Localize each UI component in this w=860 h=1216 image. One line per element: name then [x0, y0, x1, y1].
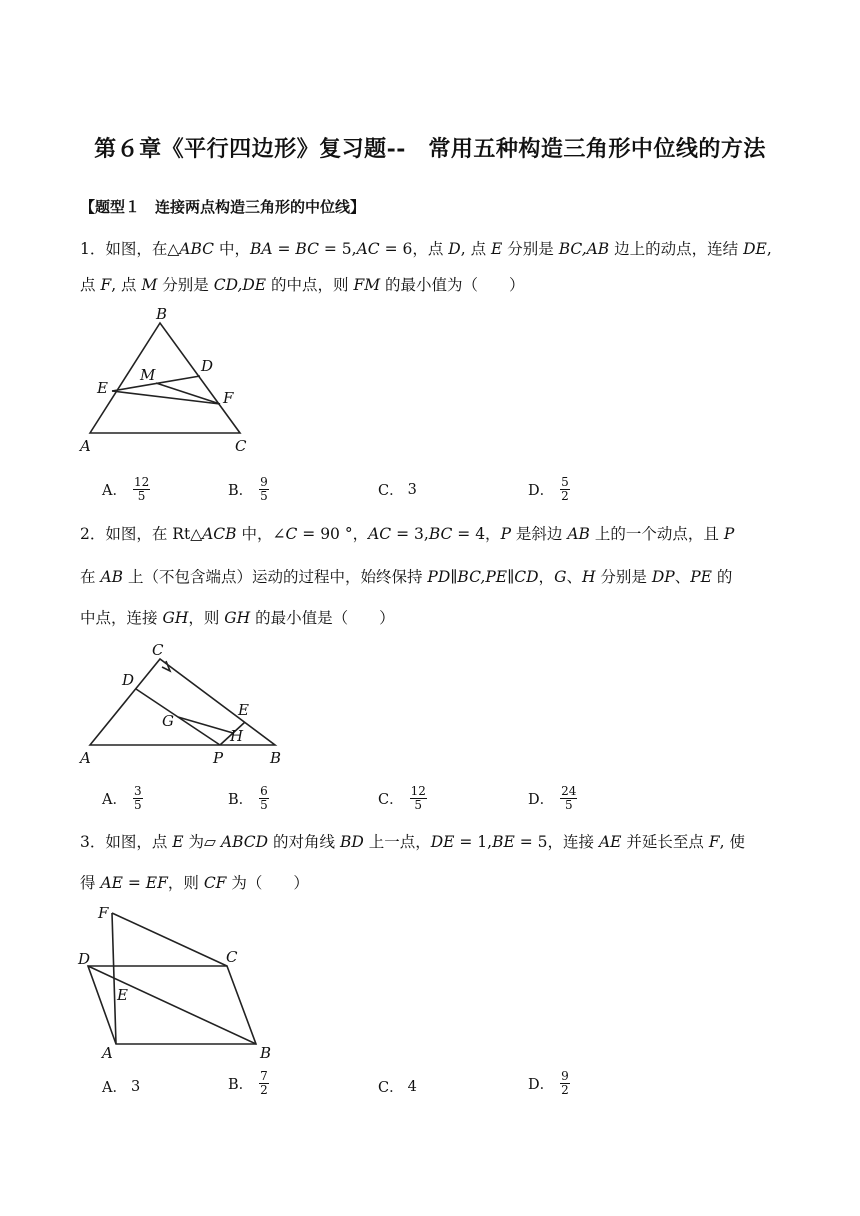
q2-label-h: H	[230, 727, 244, 745]
q1-label-f: F	[223, 389, 234, 407]
q3-option-a: A． 3	[102, 1078, 141, 1096]
q2-segment-gh	[178, 717, 233, 733]
q2-option-a: A． $\frac{3}{5}$	[102, 784, 142, 812]
q2-option-b: B． $\frac{6}{5}$	[228, 784, 268, 812]
q1-label-a: A	[80, 437, 91, 455]
q3-label-e: E	[117, 986, 128, 1004]
q2-label-e: E	[238, 701, 249, 719]
q2-label-c: C	[152, 641, 164, 659]
q3-figure	[70, 900, 290, 1060]
q2-text-line3: 中点，连接 GH，则 GH 的最小值是（ ）	[80, 609, 395, 627]
q3-option-c: C． 4	[378, 1078, 417, 1096]
q1-label-d: D	[201, 357, 214, 375]
q1-text-line1: 1．如图，在△ABC 中，BA = BC = 5,AC = 6，点 D, 点 E 分别是 BC,AB 边上的动点，连结 DE,	[80, 240, 772, 258]
q3-label-f: F	[98, 904, 109, 922]
q2-label-b: B	[270, 749, 282, 767]
q3-label-a: A	[102, 1044, 113, 1060]
q2-label-p: P	[213, 749, 224, 767]
q2-label-g: G	[162, 712, 174, 730]
q1-option-d: D． $\frac{5}{2}$	[528, 475, 569, 503]
q3-segment-fc	[112, 913, 227, 966]
page-title: 第６章《平行四边形》复习题-- 常用五种构造三角形中位线的方法	[94, 136, 766, 162]
q1-figure	[70, 305, 270, 460]
q1-label-e: E	[97, 379, 108, 397]
q1-triangle-abc	[90, 323, 240, 433]
q2-right-angle-mark	[162, 661, 170, 671]
q1-option-b: B． $\frac{9}{5}$	[228, 475, 268, 503]
q3-label-d: D	[78, 950, 91, 968]
q2-figure	[70, 637, 290, 772]
q3-option-b: B． $\frac{7}{2}$	[228, 1069, 268, 1097]
q3-label-c: C	[226, 948, 238, 966]
q2-option-c: C． $\frac{12}{5}$	[378, 784, 426, 812]
q2-option-d: D． $\frac{24}{5}$	[528, 784, 577, 812]
q2-label-d: D	[122, 671, 135, 689]
q1-option-c: C． 3	[378, 481, 417, 499]
q3-text-line1: 3．如图，点 E 为▱ ABCD 的对角线 BD 上一点，DE = 1,BE = 5，连接 AE 并延长至点 F, 使	[80, 833, 745, 851]
q1-segment-ef	[112, 391, 220, 404]
q2-text-line2: 在 AB 上（不包含端点）运动的过程中，始终保持 PD∥BC,PE∥CD，G、H 分别是 DP、PE 的	[80, 568, 733, 586]
q2-label-a: A	[80, 749, 91, 767]
q3-option-d: D． $\frac{9}{2}$	[528, 1069, 569, 1097]
q3-text-line2: 得 AE = EF，则 CF 为（ ）	[80, 874, 309, 892]
q1-label-c: C	[235, 437, 247, 455]
q1-option-a: A． $\frac{12}{5}$	[102, 475, 150, 503]
q1-text-line2: 点 F, 点 M 分别是 CD,DE 的中点，则 FM 的最小值为（ ）	[80, 276, 525, 294]
q1-label-b: B	[156, 305, 168, 323]
q1-label-m: M	[140, 366, 156, 384]
q3-label-b: B	[260, 1044, 272, 1060]
q2-text-line1: 2．如图，在 Rt△ACB 中，∠C = 90 °，AC = 3,BC = 4，P 是斜边 AB 上的一个动点，且 P	[80, 525, 735, 543]
section-heading: 【题型１ 连接两点构造三角形的中位线】	[80, 198, 366, 216]
